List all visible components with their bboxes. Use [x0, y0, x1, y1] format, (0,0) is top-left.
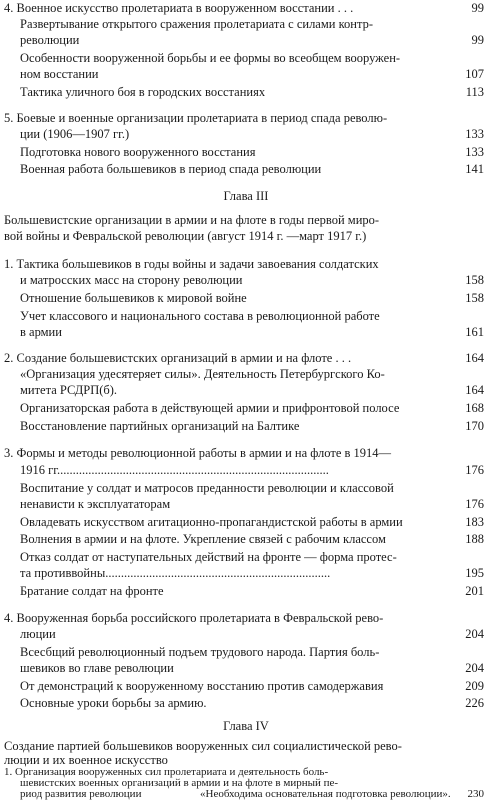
- toc-entry: «Организация удесятеряет силы». Деятельность Петербургского Ко-: [20, 367, 385, 381]
- toc-entry: Особенности вооруженной борьбы и ее формы во всеобщем вооружен-: [20, 51, 401, 65]
- toc-entry: 4. Военное искусство пролетариата в вооруженном восстании . . . 99: [4, 1, 484, 15]
- toc-entry: 2. Создание большевистских организаций в армии и на флоте . . . 164: [4, 351, 484, 365]
- chapter-subtitle: Создание партией большевиков вооруженных сил социалистической рево-: [4, 739, 402, 753]
- toc-entry: Военная работа большевиков в период спада революции 141: [20, 162, 484, 176]
- toc-entry: 4. Вооруженная борьба российского пролетариата в Февральской рево-: [4, 611, 384, 625]
- toc-entry: и матросских масс на сторону революции 158: [20, 273, 484, 287]
- toc-entry: шевистских военных организаций в армии и на флоте в мирный пе-: [20, 777, 339, 789]
- toc-entry: революции 99: [20, 33, 484, 47]
- toc-entry: риод развития революции 230 «Необходима основательная подготовка революции».: [20, 788, 484, 800]
- chapter-subtitle: люции и их военное искусство: [4, 753, 168, 767]
- toc-entry: Отказ солдат от наступательных действий на фронте — форма протес-: [20, 550, 397, 564]
- toc-entry: в армии 161: [20, 325, 484, 339]
- chapter-subtitle: Большевистские организации в армии и на флоте в годы первой миро-: [4, 213, 380, 227]
- toc-entry: 3. Формы и методы революционной работы в армии и на флоте в 1914—: [4, 446, 392, 460]
- chapter-title: Глава IV: [223, 719, 269, 733]
- chapter-title: Глава III: [223, 189, 269, 203]
- toc-entry: Учет классового и национального состава в революционной работе: [20, 309, 380, 323]
- toc-entry: люции 204: [20, 627, 484, 641]
- toc-entry: ции (1906—1907 гг.) 133: [20, 127, 484, 141]
- toc-entry: 1. Тактика большевиков в годы войны и задачи завоевания солдатских: [4, 257, 379, 271]
- toc-entry: шевиков во главе революции 204: [20, 661, 484, 675]
- toc-entry: Основные уроки борьбы за армию. 226: [20, 696, 484, 710]
- toc-entry: Отношение большевиков к мировой войне 158: [20, 291, 484, 305]
- toc-entry: Развертывание открытого сражения пролетариата с силами контр-: [20, 17, 373, 31]
- toc-entry: От демонстраций к вооруженному восстанию против самодержавия 209: [20, 679, 484, 693]
- toc-entry: 1. Организация вооруженных сил пролетариата и деятельность боль-: [4, 766, 329, 778]
- toc-entry: Овладевать искусством агитационно-пропагандистской работы в армии 183: [20, 515, 484, 529]
- toc-entry: Всесбщий революционный подъем трудового народа. Партия боль-: [20, 645, 380, 659]
- toc-entry: 1916 гг....................................................................................... 176: [20, 463, 484, 477]
- toc-entry: Подготовка нового вооруженного восстания 133: [20, 145, 484, 159]
- toc-entry: 5. Боевые и военные организации пролетариата в период спада револю-: [4, 111, 388, 125]
- toc-entry: Воспитание у солдат и матросов преданности революции и классовой: [20, 481, 394, 495]
- toc-entry: ном восстании 107: [20, 67, 484, 81]
- toc-entry: ненависти к эксплуататорам 176: [20, 497, 484, 511]
- toc-entry: Волнения в армии и на флоте. Укрепление связей с рабочим классом 188: [20, 532, 484, 546]
- toc-entry: та противвойны........................................................................ 195: [20, 566, 484, 580]
- toc-entry: Организаторская работа в действующей армии и прифронтовой полосе 168: [20, 401, 484, 415]
- toc-entry: Тактика уличного боя в городских восстаниях 113: [20, 85, 484, 99]
- toc-entry: митета РСДРП(б). 164: [20, 383, 484, 397]
- chapter-subtitle: вой войны и Февральской революции (август 1914 г. —март 1917 г.): [4, 229, 367, 243]
- toc-entry: Братание солдат на фронте 201: [20, 584, 484, 598]
- toc-entry: Восстановление партийных организаций на Балтике 170: [20, 419, 484, 433]
